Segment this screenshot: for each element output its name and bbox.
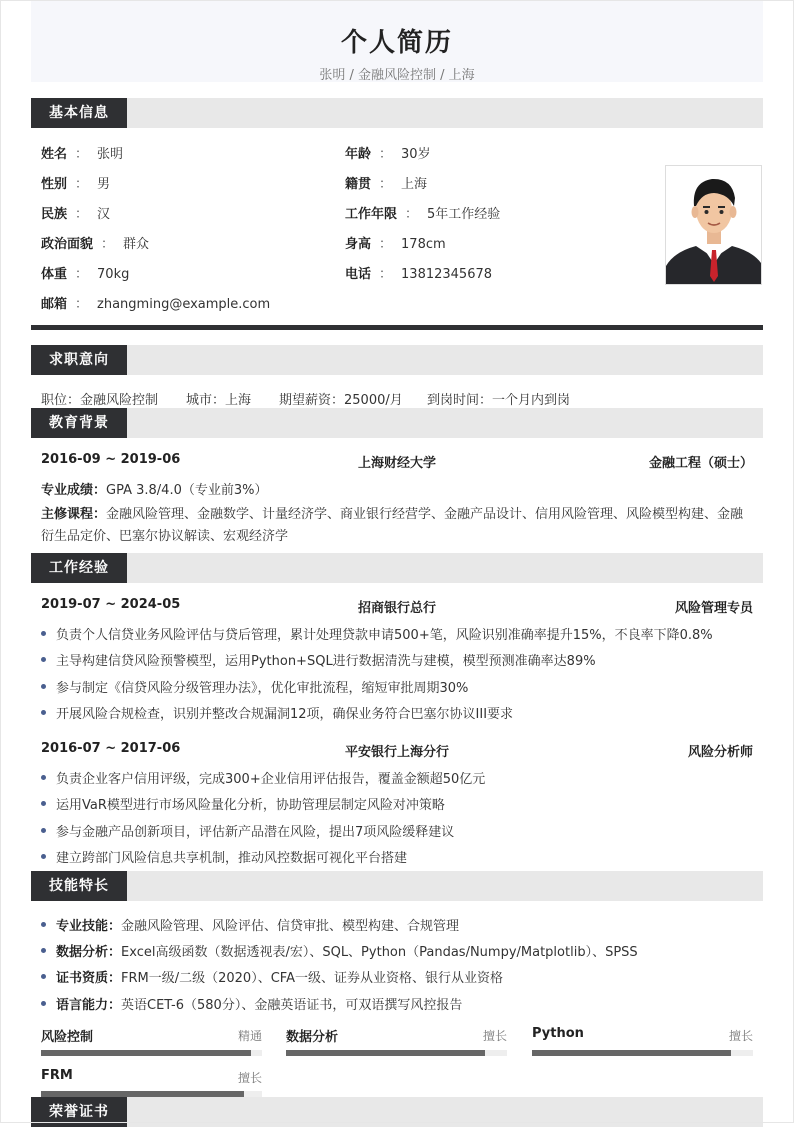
section-basic-info xyxy=(31,98,763,128)
education-courses xyxy=(41,504,756,548)
skill-item: 证书资质：FRM一级/二级（2020）、CFA一级、证券从业资格、银行从业资格 xyxy=(41,967,503,986)
skill-bar-track xyxy=(41,1050,262,1056)
skill-bar-name: 数据分析 xyxy=(286,1030,339,1045)
section-work-experience xyxy=(31,553,763,583)
work-role: 风险分析师 xyxy=(687,745,753,760)
work-item: 参与金融产品创新项目，评估新产品潜在风险，提出7项风险缓释建议 xyxy=(41,821,454,840)
bullet-icon xyxy=(41,631,46,636)
info-label: 体重 xyxy=(41,267,68,282)
section-skills xyxy=(31,871,763,901)
education-courses-label: 主修课程： xyxy=(41,507,107,522)
info-height: 身高 ： 178cm xyxy=(345,237,446,252)
intent-position: 职位：金融风险控制 xyxy=(41,393,159,408)
info-value: 汉 xyxy=(97,207,111,222)
education-gpa xyxy=(41,479,267,498)
skill-bar-name: FRM xyxy=(41,1068,73,1083)
info-value: 男 xyxy=(97,177,111,192)
resume-header xyxy=(31,0,763,82)
work-item: 参与制定《信贷风险分级管理办法》，优化审批流程，缩短审批周期30% xyxy=(41,677,468,696)
work-company: 平安银行上海分行 xyxy=(344,745,449,760)
bullet-icon xyxy=(41,801,46,806)
education-courses-value: 金融风险管理、金融数学、计量经济学、商业银行经营学、金融产品设计、信用风险管理、风险模型构建、金融衍生品定价、巴塞尔协议解读、宏观经济学 xyxy=(41,507,744,544)
skill-bar-track xyxy=(532,1050,753,1056)
bullet-icon xyxy=(41,948,46,953)
skill-bar-track xyxy=(286,1050,507,1056)
section-job-intent xyxy=(31,345,763,375)
skill-bar-name: Python xyxy=(532,1026,584,1041)
bullet-icon xyxy=(41,854,46,859)
info-label: 邮箱 xyxy=(41,297,68,312)
section-title: 技能特长 xyxy=(31,871,127,901)
info-political-status: 政治面貌 ： 群众 xyxy=(41,237,150,252)
skill-bar-level: 擅长 xyxy=(237,1071,262,1085)
skill-bar-name: 风险控制 xyxy=(41,1030,94,1045)
education-date: 2016-09 ~ 2019-06 xyxy=(41,452,181,467)
info-label: 姓名 xyxy=(41,147,68,162)
bullet-icon xyxy=(41,828,46,833)
intent-city: 城市：上海 xyxy=(186,393,252,408)
divider xyxy=(31,325,763,330)
avatar xyxy=(665,165,762,285)
info-label: 电话 xyxy=(345,267,372,282)
skill-item: 语言能力：英语CET-6（580分）、金融英语证书，可双语撰写风控报告 xyxy=(41,994,462,1013)
info-value: 30岁 xyxy=(401,147,431,162)
section-education xyxy=(31,408,763,438)
skill-item: 专业技能：金融风险管理、风险评估、信贷审批、模型构建、合规管理 xyxy=(41,915,459,934)
bullet-icon xyxy=(41,1001,46,1006)
section-title: 工作经验 xyxy=(31,553,127,583)
work-date: 2016-07 ~ 2017-06 xyxy=(41,741,181,756)
section-title: 教育背景 xyxy=(31,408,127,438)
work-date: 2019-07 ~ 2024-05 xyxy=(41,597,181,612)
info-label: 年龄 xyxy=(345,147,372,162)
page-subtitle: 张明 / 金融风险控制 / 上海 xyxy=(319,68,475,83)
bullet-icon xyxy=(41,922,46,927)
info-value: 70kg xyxy=(97,267,130,282)
info-email: 邮箱 ： zhangming@example.com xyxy=(41,297,271,312)
info-label: 性别 xyxy=(41,177,68,192)
info-age: 年龄 ： 30岁 xyxy=(345,147,431,162)
info-value: 张明 xyxy=(97,147,124,162)
info-label: 民族 xyxy=(41,207,68,222)
info-label: 政治面貌 xyxy=(41,237,94,252)
info-value[interactable]: zhangming@example.com xyxy=(97,297,271,312)
skill-bar-level: 精通 xyxy=(237,1029,262,1043)
skill-bar-level: 擅长 xyxy=(728,1029,753,1043)
intent-salary: 期望薪资：25000/月 xyxy=(279,393,403,408)
info-work-years: 工作年限 ： 5年工作经验 xyxy=(345,207,501,222)
info-hometown: 籍贯 ： 上海 xyxy=(345,177,428,192)
section-title: 基本信息 xyxy=(31,98,127,128)
intent-availability: 到岗时间：一个月内到岗 xyxy=(427,393,571,408)
info-label: 工作年限 xyxy=(345,207,398,222)
work-item: 主导构建信贷风险预警模型，运用Python+SQL进行数据清洗与建模，模型预测准确率达89% xyxy=(41,650,596,669)
section-title: 荣誉证书 xyxy=(31,1097,127,1127)
work-role: 风险管理专员 xyxy=(674,601,753,616)
bullet-icon xyxy=(41,684,46,689)
work-item: 运用VaR模型进行市场风险量化分析，协助管理层制定风险对冲策略 xyxy=(41,794,445,813)
info-value: 178cm xyxy=(401,237,446,252)
page-title: 个人简历 xyxy=(340,28,453,58)
bullet-icon xyxy=(41,974,46,979)
info-weight: 体重 ： 70kg xyxy=(41,267,130,282)
bullet-icon xyxy=(41,710,46,715)
education-gpa-label: 专业成绩： xyxy=(41,483,107,498)
education-gpa-value: GPA 3.8/4.0（专业前3%） xyxy=(106,483,268,498)
info-value: 群众 xyxy=(123,237,150,252)
bullet-icon xyxy=(41,657,46,662)
skill-item: 数据分析：Excel高级函数（数据透视表/宏）、SQL、Python（Pandas/Numpy/Matplotlib）、SPSS xyxy=(41,941,638,960)
info-label: 身高 xyxy=(345,237,372,252)
info-value: 13812345678 xyxy=(401,267,493,282)
info-value: 上海 xyxy=(401,177,428,192)
education-degree: 金融工程（硕士） xyxy=(648,456,753,471)
bullet-icon xyxy=(41,775,46,780)
portrait-icon xyxy=(666,166,762,285)
education-school: 上海财经大学 xyxy=(357,456,436,471)
info-label: 籍贯 xyxy=(345,177,372,192)
work-item: 负责个人信贷业务风险评估与贷后管理，累计处理贷款申请500+笔，风险识别准确率提升15%，不良率下降0.8% xyxy=(41,624,713,643)
skill-bar-fill xyxy=(532,1050,731,1056)
info-phone: 电话 ： 13812345678 xyxy=(345,267,493,282)
work-company: 招商银行总行 xyxy=(357,601,436,616)
info-name: 姓名 ： 张明 xyxy=(41,147,124,162)
skill-bar-level: 擅长 xyxy=(482,1029,507,1043)
section-title: 求职意向 xyxy=(31,345,127,375)
skill-bar-fill xyxy=(286,1050,485,1056)
work-item: 建立跨部门风险信息共享机制，推动风控数据可视化平台搭建 xyxy=(41,847,407,866)
skill-bar-fill xyxy=(41,1050,251,1056)
work-item: 负责企业客户信用评级，完成300+企业信用评估报告，覆盖金额超50亿元 xyxy=(41,768,485,787)
info-gender: 性别 ： 男 xyxy=(41,177,111,192)
work-item: 开展风险合规检查，识别并整改合规漏洞12项，确保业务符合巴塞尔协议III要求 xyxy=(41,703,513,722)
info-ethnicity: 民族 ： 汉 xyxy=(41,207,111,222)
info-value: 5年工作经验 xyxy=(427,207,501,222)
